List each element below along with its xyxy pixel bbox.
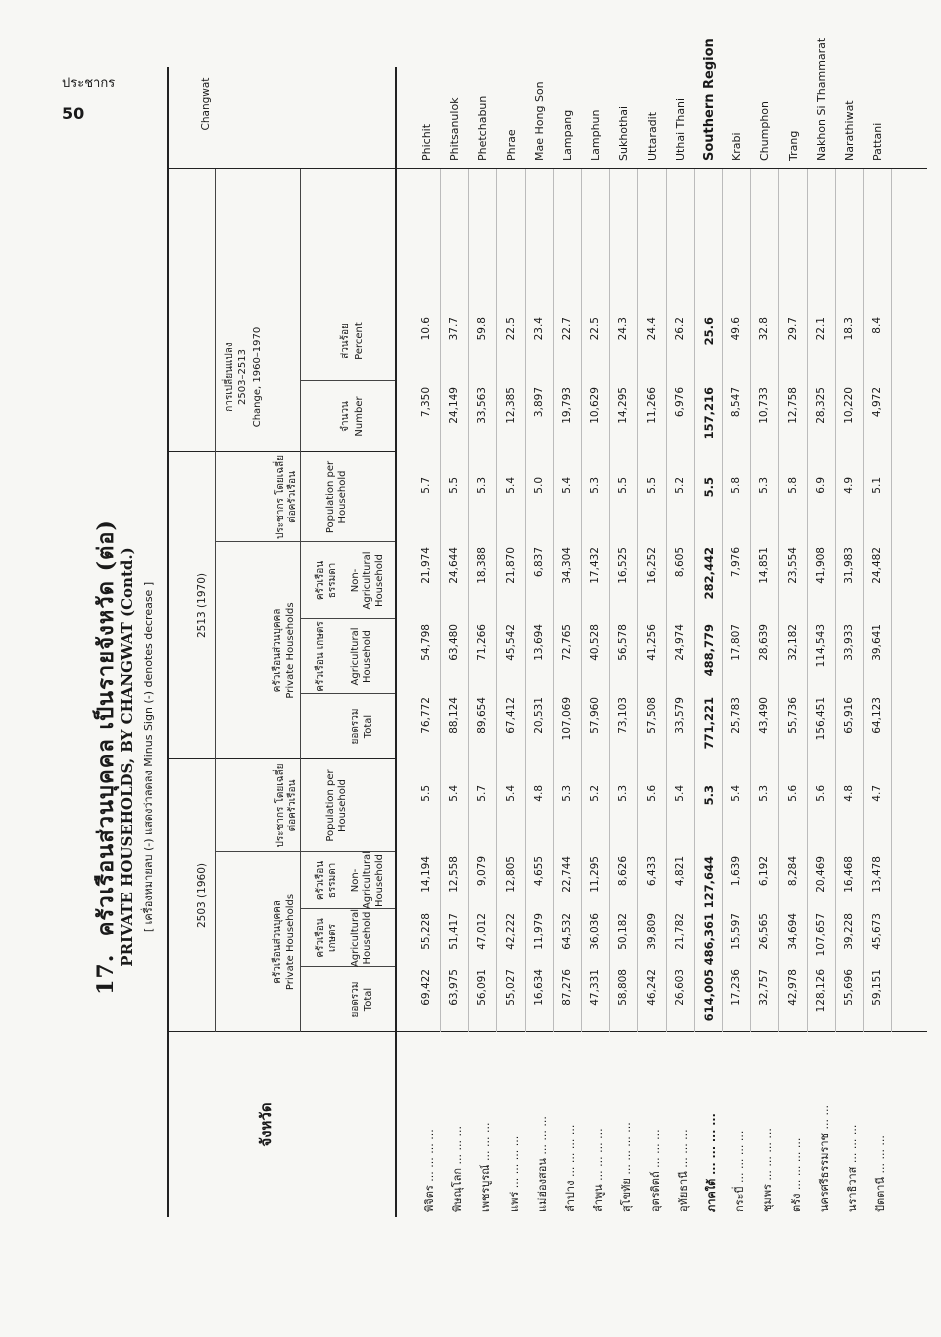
cell-t70: 64,123 xyxy=(871,697,884,734)
pop-1970-th: ประชากร โดยเฉลี่ย ต่อครัวเรือน xyxy=(275,454,298,540)
cell-p70: 5.3 xyxy=(758,477,771,494)
cell-t70: 43,490 xyxy=(758,697,771,734)
cell-a60: 55,228 xyxy=(420,913,432,950)
cell-p70: 5.5 xyxy=(645,477,658,494)
cell-n60: 20,469 xyxy=(814,856,827,893)
table-top-rule xyxy=(167,67,169,1217)
row-separator xyxy=(581,169,582,1032)
cell-n60: 13,478 xyxy=(871,856,884,893)
row-separator xyxy=(722,169,723,1032)
cell-p70: 5.5 xyxy=(702,477,716,498)
cell-num: 33,563 xyxy=(476,387,489,424)
cell-num: 7,350 xyxy=(420,387,432,418)
pop-1970-en: Population per Household xyxy=(325,460,348,534)
cell-p60: 5.3 xyxy=(617,785,630,802)
row-separator xyxy=(891,169,892,1032)
row-name-english: Phrae xyxy=(504,129,518,161)
row-name-thai: พิจิตร ... ... ... ... xyxy=(423,1129,436,1212)
cell-num: 4,972 xyxy=(871,387,884,418)
row-name-thai: ลำพูน ... ... ... ... xyxy=(592,1128,606,1212)
cell-a70: 41,256 xyxy=(645,624,658,661)
cell-p70: 5.4 xyxy=(504,477,517,494)
cell-p70: 5.3 xyxy=(476,477,489,494)
total-1970-en: Total xyxy=(363,714,374,739)
cell-p60: 5.3 xyxy=(702,785,716,806)
row-separator xyxy=(525,169,526,1032)
cell-t70: 57,508 xyxy=(645,697,658,734)
row-name-english: Chumphon xyxy=(758,101,772,161)
cell-pct: 18.3 xyxy=(843,317,855,341)
cell-pct: 22.5 xyxy=(504,317,517,341)
cell-p60: 5.6 xyxy=(786,785,799,802)
cell-a70: 24,974 xyxy=(673,624,686,661)
cell-n60: 6,433 xyxy=(645,856,658,887)
row-separator xyxy=(609,169,610,1032)
row-name-thai: พิษณุโลก ... ... ... xyxy=(451,1126,465,1212)
row-name-thai: นราธิวาส ... ... ... xyxy=(846,1124,859,1212)
private-households-1960-en: Private Households xyxy=(285,893,296,991)
row-separator xyxy=(637,169,638,1032)
row-separator xyxy=(694,169,695,1032)
agri-1960-en: Agricultural Household xyxy=(350,909,373,967)
number-header-th: จำนวน xyxy=(340,401,351,432)
cell-p60: 5.3 xyxy=(561,785,573,802)
cell-p60: 5.6 xyxy=(645,785,658,802)
cell-t60: 63,975 xyxy=(448,969,461,1006)
total-1970-th: ยอดรวม xyxy=(350,708,361,745)
change-header-years: 2503–2513 xyxy=(237,349,248,405)
cell-n70: 282,442 xyxy=(702,547,716,600)
cell-t60: 614,005 xyxy=(702,969,716,1022)
cell-a70: 488,779 xyxy=(702,624,716,677)
row-name-thai: กระบี่ ... ... ... ... xyxy=(733,1130,747,1212)
total-1960-th: ยอดรวม xyxy=(350,981,361,1018)
cell-p60: 5.2 xyxy=(589,785,602,802)
row-name-english: Phichit xyxy=(420,123,433,161)
cell-t60: 32,757 xyxy=(758,969,771,1006)
row-separator xyxy=(666,169,667,1032)
cell-n70: 17,432 xyxy=(589,547,602,584)
cell-p70: 5.4 xyxy=(561,477,573,494)
cell-num: 6,976 xyxy=(673,387,686,418)
row-separator xyxy=(553,169,554,1032)
cell-t60: 47,331 xyxy=(589,969,602,1006)
cell-p70: 5.5 xyxy=(617,477,630,494)
cell-t60: 128,126 xyxy=(814,969,827,1013)
change-header-th: การเปลี่ยนแปลง xyxy=(224,342,235,412)
cell-n70: 21,974 xyxy=(420,547,432,584)
row-name-english: Sukhothai xyxy=(617,105,631,161)
cell-pct: 32.8 xyxy=(758,317,771,341)
row-separator xyxy=(863,169,864,1032)
title-thai-text: ครัวเรือนส่วนบุคคล เป็นรายจังหวัด (ต่อ) xyxy=(93,519,119,937)
cell-a70: 13,694 xyxy=(532,624,545,661)
cell-p70: 6.9 xyxy=(814,477,827,494)
cell-n60: 8,284 xyxy=(786,856,799,887)
row-name-english: Uthai Thani xyxy=(673,97,687,161)
row-name-english: Phitsanulok xyxy=(448,97,462,161)
cell-n70: 24,644 xyxy=(448,547,461,584)
cell-p60: 4.8 xyxy=(532,785,545,802)
cell-n70: 7,976 xyxy=(730,547,743,578)
row-name-english: Pattani xyxy=(871,122,885,161)
cell-n60: 4,821 xyxy=(673,856,686,887)
cell-n60: 9,079 xyxy=(476,856,489,887)
year-1960-header: 2503 (1960) xyxy=(196,863,208,928)
cell-a60: 47,012 xyxy=(476,913,489,950)
cell-a70: 45,542 xyxy=(504,624,517,661)
pop-1960-en: Population per Household xyxy=(325,769,348,842)
cell-n70: 8,605 xyxy=(673,547,686,578)
cell-a70: 40,528 xyxy=(589,624,602,661)
cell-p60: 4.7 xyxy=(871,785,884,802)
row-name-english: Uttaradit xyxy=(645,111,659,161)
hdr-rule-years xyxy=(215,169,216,1032)
cell-p60: 5.4 xyxy=(673,785,686,802)
number-header-en: Number xyxy=(354,396,365,437)
cell-pct: 26.2 xyxy=(673,317,686,341)
cell-t70: 33,579 xyxy=(673,697,686,734)
cell-n70: 18,388 xyxy=(476,547,489,584)
cell-p60: 5.3 xyxy=(758,785,771,802)
cell-p70: 5.0 xyxy=(532,477,545,494)
cell-p60: 5.5 xyxy=(420,785,432,802)
cell-pct: 22.7 xyxy=(561,317,573,341)
row-name-english: Mae Hong Son xyxy=(532,81,546,161)
cell-t60: 17,236 xyxy=(730,969,743,1006)
cell-pct: 22.1 xyxy=(814,317,827,341)
table-note: [ เครื่องหมายลบ (-) แสดงว่าลดลง Minus Sign (-) denotes decrease ] xyxy=(142,581,155,933)
cell-pct: 8.4 xyxy=(871,317,884,334)
row-name-english: Lamphun xyxy=(589,109,603,161)
cell-n70: 6,837 xyxy=(532,547,545,578)
cell-t60: 55,027 xyxy=(504,969,517,1006)
cell-p70: 5.8 xyxy=(786,477,799,494)
agri-1970-th: ครัวเรือน เกษตร xyxy=(315,621,326,692)
row-separator xyxy=(835,169,836,1032)
cell-a70: 17,807 xyxy=(730,624,743,661)
cell-n70: 23,554 xyxy=(786,547,799,584)
cell-a60: 50,182 xyxy=(617,913,630,950)
cell-a60: 21,782 xyxy=(673,913,686,950)
private-households-1970-th: ครัวเรือนส่วนบุคคล xyxy=(272,608,283,693)
cell-t70: 156,451 xyxy=(814,697,827,741)
nonagri-1970-th: ครัวเรือน ธรรมดา xyxy=(315,560,338,601)
cell-t60: 55,696 xyxy=(843,969,855,1006)
cell-n70: 31,983 xyxy=(843,547,855,584)
cell-p60: 5.6 xyxy=(814,785,827,802)
agri-1970-en: Agricultural Household xyxy=(350,627,373,686)
table-header-rule xyxy=(395,67,397,1217)
cell-t70: 107,069 xyxy=(561,697,573,741)
cell-p60: 5.4 xyxy=(730,785,743,802)
changwat-header-english: Changwat xyxy=(200,77,212,131)
cell-t60: 46,242 xyxy=(645,969,658,1006)
row-separator xyxy=(778,169,779,1032)
cell-a60: 36,036 xyxy=(589,913,602,950)
cell-num: 28,325 xyxy=(814,387,827,424)
cell-t70: 67,412 xyxy=(504,697,517,734)
cell-a70: 32,182 xyxy=(786,624,799,661)
cell-a70: 56,578 xyxy=(617,624,630,661)
percent-header-th: ส่วนร้อย xyxy=(340,323,351,359)
cell-a60: 486,361 xyxy=(702,913,716,966)
cell-t60: 59,151 xyxy=(871,969,884,1006)
cell-t60: 69,422 xyxy=(420,969,432,1006)
cell-t60: 87,276 xyxy=(561,969,573,1006)
cell-a60: 64,532 xyxy=(561,913,573,950)
cell-num: 10,733 xyxy=(758,387,771,424)
nonagri-1960-th: ครัวเรือน ธรรมดา xyxy=(315,860,338,901)
cell-a60: 42,222 xyxy=(504,913,517,950)
cell-pct: 23.4 xyxy=(532,317,545,341)
page-number: 50 xyxy=(62,104,85,123)
cell-t70: 771,221 xyxy=(702,697,716,750)
cell-pct: 59.8 xyxy=(476,317,489,341)
cell-t70: 20,531 xyxy=(532,697,545,734)
row-separator xyxy=(440,169,441,1032)
cell-pct: 24.4 xyxy=(645,317,658,341)
cell-p70: 5.1 xyxy=(871,477,884,494)
cell-pct: 10.6 xyxy=(420,317,432,341)
row-name-english: Trang xyxy=(786,130,800,161)
cell-p70: 4.9 xyxy=(843,477,855,494)
cell-n70: 34,304 xyxy=(561,547,573,584)
cell-num: 10,629 xyxy=(589,387,602,424)
cell-n60: 12,805 xyxy=(504,856,517,893)
private-households-1970-en: Private Households xyxy=(285,602,296,699)
cell-a70: 63,480 xyxy=(448,624,461,661)
cell-a70: 28,639 xyxy=(758,624,771,661)
cell-t60: 16,634 xyxy=(532,969,545,1006)
cell-num: 8,547 xyxy=(730,387,743,418)
row-name-thai: อุตรดิตถ์ ... ... ... xyxy=(648,1129,662,1212)
cell-p70: 5.3 xyxy=(589,477,602,494)
cell-a70: 39,641 xyxy=(871,624,884,661)
cell-n70: 41,908 xyxy=(814,547,827,584)
cell-t70: 73,103 xyxy=(617,697,630,734)
cell-n60: 6,192 xyxy=(758,856,771,887)
cell-a60: 26,565 xyxy=(758,913,771,950)
cell-a70: 33,933 xyxy=(843,624,855,661)
agri-1960-th: ครัวเรือน เกษตร xyxy=(315,918,338,958)
cell-num: 3,897 xyxy=(532,387,545,418)
cell-n70: 24,482 xyxy=(871,547,884,584)
row-name-thai: สุโขทัย ... ... ... ... xyxy=(620,1122,634,1212)
pop-1960-th: ประชากร โดยเฉลี่ย ต่อครัวเรือน xyxy=(275,763,298,848)
row-name-thai: ลำปาง ... ... ... ... xyxy=(564,1124,577,1212)
cell-pct: 24.3 xyxy=(617,317,630,341)
percent-header-en: Percent xyxy=(354,322,365,360)
cell-p60: 4.8 xyxy=(843,785,855,802)
cell-num: 14,295 xyxy=(617,387,630,424)
cell-p60: 5.4 xyxy=(448,785,461,802)
row-name-english: Krabi xyxy=(730,132,744,161)
cell-n70: 14,851 xyxy=(758,547,771,584)
cell-t70: 25,783 xyxy=(730,697,743,734)
row-name-thai: เพชรบูรณ์ ... ... ... xyxy=(479,1122,493,1212)
cell-n70: 21,870 xyxy=(504,547,517,584)
row-name-english: Lampang xyxy=(561,109,574,161)
cell-a70: 71,266 xyxy=(476,624,489,661)
cell-a60: 45,673 xyxy=(871,913,884,950)
cell-num: 10,220 xyxy=(843,387,855,424)
nonagri-1960-en: Non- Agricultural Household xyxy=(350,851,385,909)
cell-num: 19,793 xyxy=(561,387,573,424)
cell-a60: 11,979 xyxy=(532,913,545,950)
nonagri-1970-en: Non- Agricultural Household xyxy=(350,551,385,610)
cell-a70: 114,543 xyxy=(814,624,827,668)
row-name-thai: อุทัยธานี ... ... ... xyxy=(676,1129,690,1212)
cell-t70: 57,960 xyxy=(589,697,602,734)
cell-pct: 37.7 xyxy=(448,317,461,341)
cell-t70: 89,654 xyxy=(476,697,489,734)
cell-n60: 22,744 xyxy=(561,856,573,893)
cell-pct: 25.6 xyxy=(702,317,716,346)
cell-num: 12,758 xyxy=(786,387,799,424)
cell-pct: 49.6 xyxy=(730,317,743,341)
cell-n70: 16,252 xyxy=(645,547,658,584)
cell-n60: 1,639 xyxy=(730,856,743,887)
row-separator xyxy=(750,169,751,1032)
cell-n60: 16,468 xyxy=(843,856,855,893)
cell-num: 24,149 xyxy=(448,387,461,424)
cell-p60: 5.4 xyxy=(504,785,517,802)
cell-p70: 5.5 xyxy=(448,477,461,494)
cell-a60: 51,417 xyxy=(448,913,461,950)
row-name-thai: ปัตตานี ... ... ... xyxy=(874,1135,888,1212)
running-header-section: ประชากร xyxy=(62,76,116,91)
hdr-rule-private xyxy=(300,452,301,1032)
cell-num: 157,216 xyxy=(702,387,716,440)
row-name-english: Narathiwat xyxy=(843,100,856,161)
cell-t70: 65,916 xyxy=(843,697,855,734)
private-households-1960-th: ครัวเรือนส่วนบุคคล xyxy=(272,900,283,984)
cell-a70: 72,765 xyxy=(561,624,573,661)
row-name-thai: ตรัง ... ... ... ... xyxy=(789,1137,803,1212)
cell-t60: 26,603 xyxy=(673,969,686,1006)
cell-t60: 42,978 xyxy=(786,969,799,1006)
cell-a60: 39,809 xyxy=(645,913,658,950)
row-name-english: Southern Region xyxy=(702,38,717,161)
table-title-english: PRIVATE HOUSEHOLDS, BY CHANGWAT (Contd.) xyxy=(118,547,136,967)
cell-pct: 29.7 xyxy=(786,317,799,341)
cell-pct: 22.5 xyxy=(589,317,602,341)
cell-a60: 39,228 xyxy=(843,913,855,950)
cell-t70: 76,772 xyxy=(420,697,432,734)
row-name-thai: ชุมพร ... ... ... ... xyxy=(761,1128,775,1212)
col-sep-changwat-right xyxy=(167,168,927,169)
cell-t60: 58,808 xyxy=(617,969,630,1006)
cell-t70: 55,736 xyxy=(786,697,799,734)
row-separator xyxy=(807,169,808,1032)
cell-a60: 34,694 xyxy=(786,913,799,950)
table-number: 17. xyxy=(93,953,119,995)
row-name-thai: แพร่ ... ... ... ... xyxy=(507,1135,521,1212)
changwat-header-thai: จังหวัด xyxy=(257,1102,275,1147)
cell-p70: 5.8 xyxy=(730,477,743,494)
cell-n60: 8,626 xyxy=(617,856,630,887)
row-name-english: Nakhon Si Thammarat xyxy=(814,37,828,161)
cell-p60: 5.7 xyxy=(476,785,489,802)
cell-p70: 5.7 xyxy=(420,477,432,494)
cell-a60: 15,597 xyxy=(730,913,743,950)
cell-n60: 127,644 xyxy=(702,856,716,909)
cell-n70: 16,525 xyxy=(617,547,630,584)
total-1960-en: Total xyxy=(363,987,374,1012)
cell-n60: 12,558 xyxy=(448,856,461,893)
cell-p70: 5.2 xyxy=(673,477,686,494)
cell-t60: 56,091 xyxy=(476,969,489,1006)
cell-n60: 14,194 xyxy=(420,856,432,893)
row-separator xyxy=(496,169,497,1032)
change-header-en: Change, 1960–1970 xyxy=(252,326,263,428)
row-name-english: Phetchabun xyxy=(476,95,490,161)
cell-num: 11,266 xyxy=(645,387,658,424)
year-1970-header: 2513 (1970) xyxy=(196,573,208,638)
cell-n60: 11,295 xyxy=(589,856,602,893)
cell-t70: 88,124 xyxy=(448,697,461,734)
cell-num: 12,385 xyxy=(504,387,517,424)
cell-a60: 107,657 xyxy=(814,913,827,957)
cell-n60: 4,655 xyxy=(532,856,545,887)
row-separator xyxy=(468,169,469,1032)
row-name-thai: นครศรีธรรมราช ... ... xyxy=(817,1105,831,1212)
hdr-rule-change xyxy=(300,169,301,452)
cell-a70: 54,798 xyxy=(420,624,432,661)
row-name-thai: ภาคใต้ ... ... ... ... xyxy=(705,1113,718,1212)
row-name-thai: แม่ฮ่องสอน ... ... ... xyxy=(535,1116,549,1212)
